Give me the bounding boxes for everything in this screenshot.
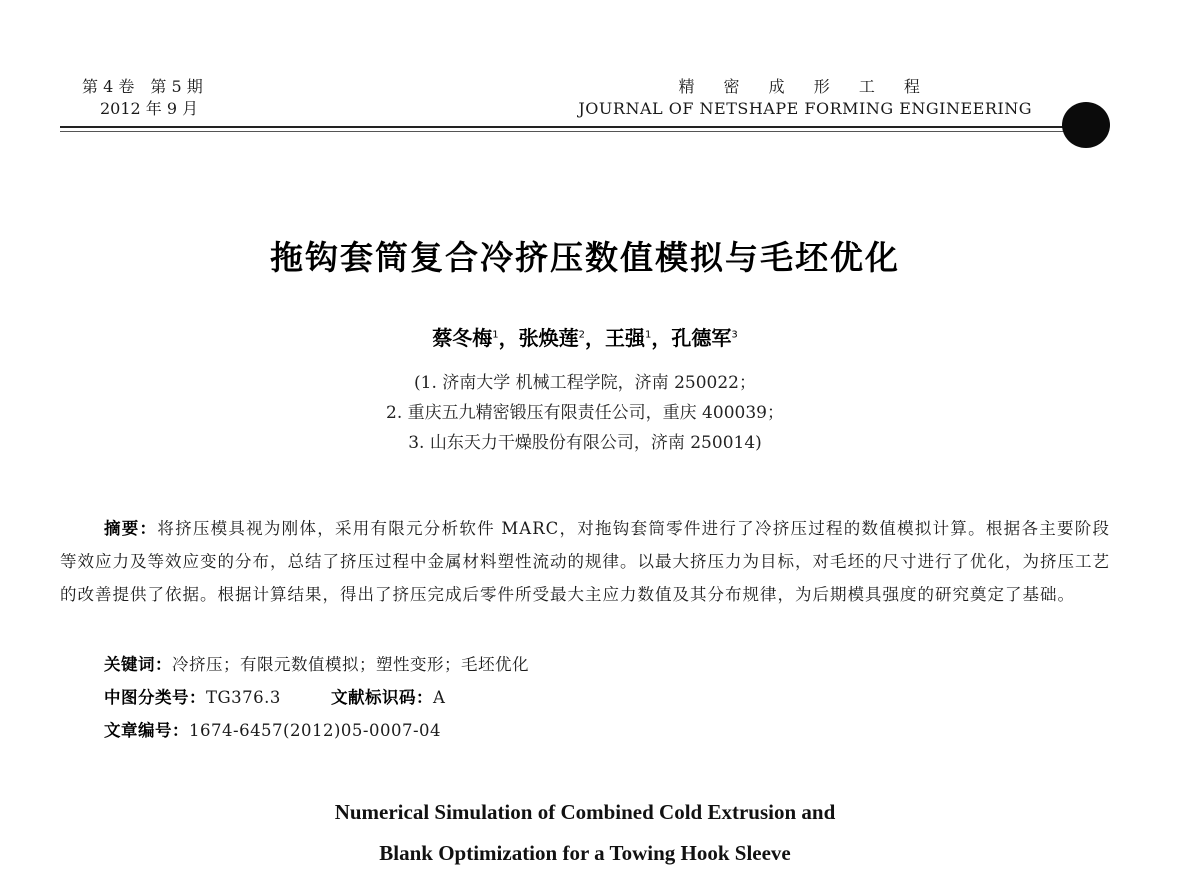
- affiliation-1: (1. 济南大学 机械工程学院，济南 250022；: [414, 373, 756, 393]
- author: [432, 326, 498, 350]
- author: [671, 326, 737, 350]
- author-affiliation-mark: 3: [731, 329, 738, 341]
- author-name: 孔德军: [671, 326, 732, 350]
- keywords-text: 冷挤压；有限元数值模拟；塑性变形；毛坯优化: [172, 655, 529, 674]
- author-separator: ，: [498, 326, 519, 350]
- journal-issue-info: [82, 76, 203, 120]
- clc-value: TG376.3: [206, 688, 281, 707]
- english-title-line-1: Numerical Simulation of Combined Cold Extrusion and: [334, 800, 836, 824]
- author-name: 张焕莲: [518, 326, 579, 350]
- abstract-text: 将挤压模具视为刚体，采用有限元分析软件 MARC，对拖钩套筒零件进行了冷挤压过程的数值模拟计算。根据各主要阶段等效应力及等效应变的分布，总结了挤压过程中金属材料塑性流动的规律。以最大挤压力为目标，对毛坯的尺寸进行了优化，为挤压工艺的改善提供了依据。根据计算结果，得出了挤压完成后零件所受最大主应力数值及其分布规律，为后期模具强度的研究奠定了基础。: [60, 519, 1111, 604]
- header-rule: [60, 126, 1070, 128]
- header-rule-thin: [60, 131, 1070, 132]
- article-number: [104, 717, 441, 741]
- english-title-line-2: Blank Optimization for a Towing Hook Sleeve: [379, 841, 791, 865]
- keywords: [104, 651, 529, 675]
- author-affiliation-mark: 1: [492, 329, 499, 341]
- abstract-label: 摘要：: [104, 519, 158, 538]
- author: [519, 326, 585, 350]
- journal-name-en: JOURNAL OF NETSHAPE FORMING ENGINEERING: [578, 99, 1032, 118]
- page-tab-mark: [1062, 102, 1110, 148]
- article-number-value: 1674-6457(2012)05-0007-04: [189, 721, 442, 740]
- author-affiliation-mark: 1: [645, 329, 652, 341]
- author: [605, 326, 651, 350]
- author-separator: ，: [585, 326, 605, 350]
- journal-name-cn: 精 密 成 形 工 程: [678, 77, 932, 96]
- affiliation-3: 3. 山东天力干燥股份有限公司，济南 250014): [408, 433, 762, 453]
- author-name: 蔡冬梅: [432, 326, 493, 350]
- abstract: [60, 512, 1110, 611]
- author-affiliation-mark: 2: [578, 329, 585, 341]
- author-list: [0, 322, 1170, 351]
- classification-line: [104, 684, 445, 708]
- doc-code-value: A: [432, 688, 446, 707]
- publication-date: 2012 年 9 月: [100, 99, 199, 118]
- author-separator: ，: [651, 326, 672, 350]
- clc-label: 中图分类号：: [104, 688, 206, 707]
- author-name: 王强: [605, 326, 645, 350]
- article-number-label: 文章编号：: [104, 721, 189, 740]
- keywords-label: 关键词：: [104, 655, 172, 674]
- journal-name: [578, 76, 1032, 120]
- affiliation-2: 2. 重庆五九精密锻压有限责任公司，重庆 400039；: [386, 403, 784, 423]
- volume-issue: 第 4 卷 第 5 期: [82, 77, 203, 96]
- doc-code-label: 文献标识码：: [330, 688, 433, 707]
- paper-title: 拖钩套筒复合冷挤压数值模拟与毛坯优化: [270, 238, 900, 277]
